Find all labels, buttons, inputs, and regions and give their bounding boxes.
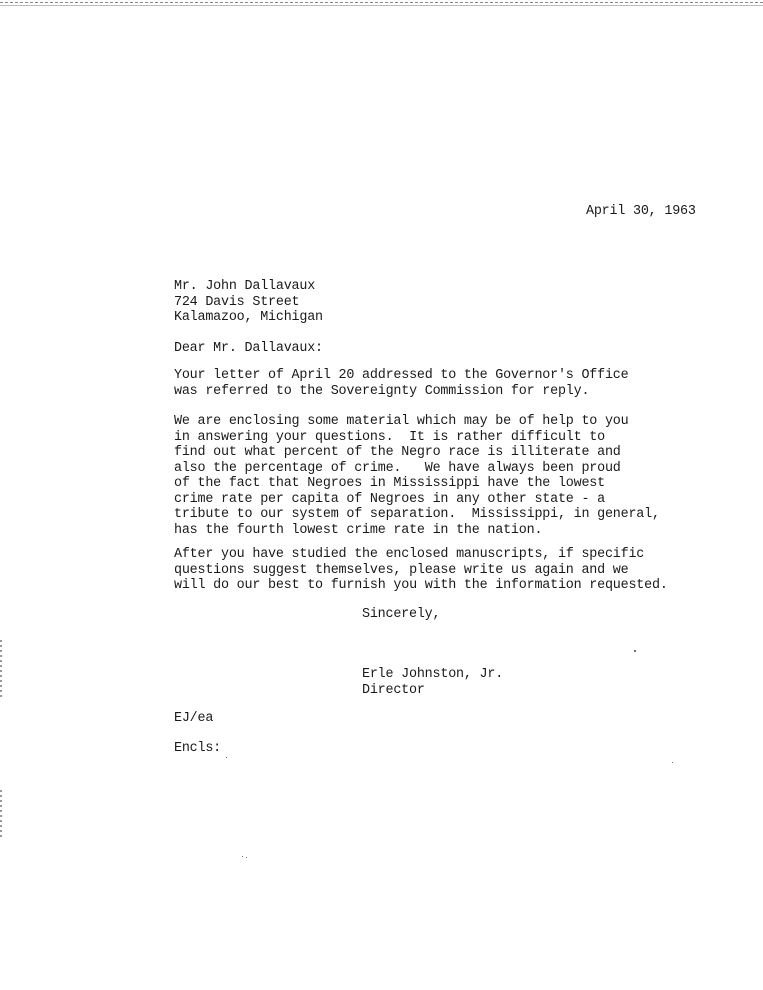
paragraph-line: of the fact that Negroes in Mississippi have the lowest <box>174 476 605 491</box>
left-margin-mark <box>0 640 2 700</box>
recipient-name: Mr. John Dallavaux <box>174 279 316 294</box>
letter-date: April 30, 1963 <box>586 204 696 219</box>
paper-speck <box>634 650 636 652</box>
paper-speck <box>242 856 243 857</box>
paragraph-line: find out what percent of the Negro race is illiterate and <box>174 445 621 460</box>
enclosures-note: Encls: <box>174 741 222 756</box>
paragraph-line: Your letter of April 20 addressed to the Governor's Office <box>174 368 629 383</box>
paper-speck <box>246 857 247 858</box>
paper-speck <box>672 762 673 763</box>
paragraph-line: We are enclosing some material which may be of help to you <box>174 414 629 429</box>
closing: Sincerely, <box>362 607 441 622</box>
paragraph-line: was referred to the Sovereignty Commission for reply. <box>174 383 590 399</box>
paragraph-3 <box>174 547 668 594</box>
top-edge-rule <box>0 2 763 6</box>
recipient-city: Kalamazoo, Michigan <box>174 310 323 325</box>
signer-title: Director <box>362 682 425 698</box>
salutation: Dear Mr. Dallavaux: <box>174 341 323 356</box>
paragraph-line: tribute to our system of separation. Mississippi, in general, <box>174 507 660 522</box>
paragraph-1 <box>174 368 628 399</box>
recipient-street: 724 Davis Street <box>174 294 300 310</box>
recipient-address <box>174 279 323 326</box>
paragraph-2 <box>174 414 660 538</box>
paragraph-line: will do our best to furnish you with the information requested. <box>174 578 668 593</box>
paragraph-line: has the fourth lowest crime rate in the nation. <box>174 522 543 538</box>
paragraph-line: questions suggest themselves, please write us again and we <box>174 562 629 578</box>
signature-block <box>362 667 503 698</box>
paper-speck <box>226 757 227 758</box>
paragraph-line: also the percentage of crime. We have always been proud <box>174 460 621 476</box>
paragraph-line: After you have studied the enclosed manuscripts, if specific <box>174 547 645 562</box>
left-margin-mark <box>0 790 2 840</box>
paragraph-line: crime rate per capita of Negroes in any other state - a <box>174 491 605 507</box>
signer-name: Erle Johnston, Jr. <box>362 667 504 682</box>
paragraph-line: in answering your questions. It is rather difficult to <box>174 429 605 445</box>
typist-initials: EJ/ea <box>174 711 214 726</box>
